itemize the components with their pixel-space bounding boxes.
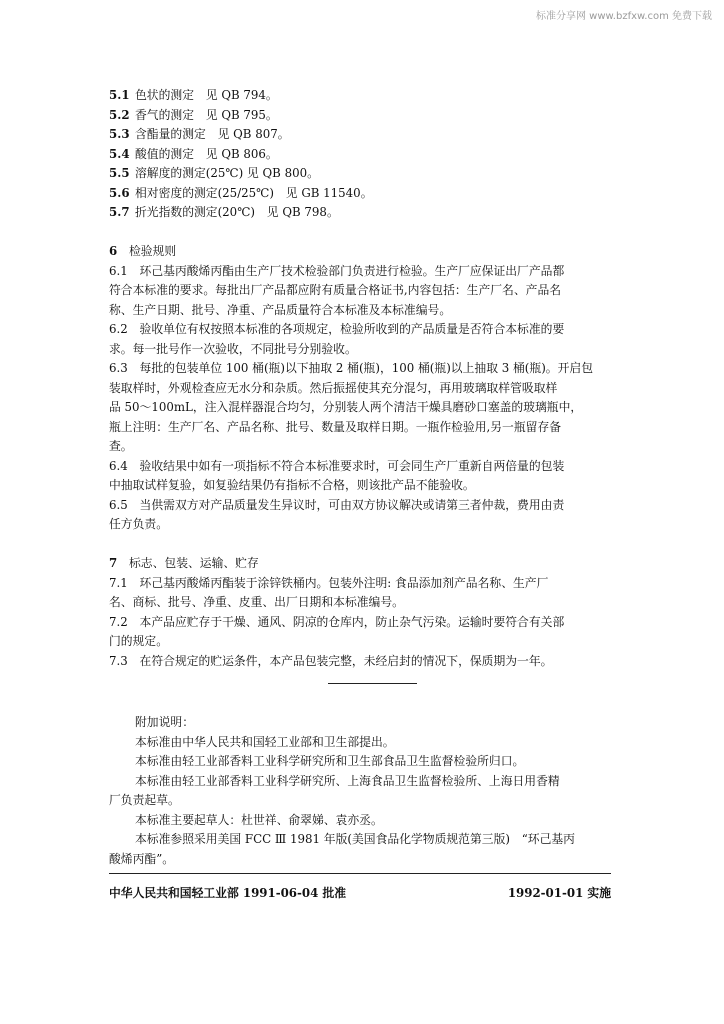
section-7-heading: 7 标志、包装、运输、贮存: [109, 556, 259, 570]
document-body: [109, 86, 606, 671]
para-6-3: 品 50～100mL，注入混样器混合均匀，分别装人两个清洁干燥具磨砂口塞盖的玻璃瓶中，: [109, 400, 583, 414]
para-6-1: 称、生产日期、批号、净重、产品质量符合本标准及本标准编号。: [109, 302, 452, 317]
approval-date: 中华人民共和国轻工业部 1991-06-04 批准: [109, 886, 347, 900]
note-line: 本标准由中华人民共和国轻工业部和卫生部提出。: [135, 734, 395, 749]
method-item: 5.5 溶解度的测定(25℃) 见 QB 800。: [109, 166, 319, 180]
watermark: 标准分享网 www.bzfxw.com 免费下载: [536, 11, 712, 22]
para-6-3: 查。: [109, 439, 133, 453]
para-7-3: 7.3 在符合规定的贮运条件，本产品包装完整，未经启封的情况下，保质期为一年。: [109, 653, 553, 668]
para-6-5: 任方负责。: [109, 517, 168, 531]
method-item: 5.4 酸值的测定 见 QB 806。: [109, 146, 278, 161]
method-item: 5.2 香气的测定 见 QB 795。: [109, 107, 278, 122]
note-line-wrap: 厂负责起草。: [109, 793, 180, 807]
para-6-5: 6.5 当供需双方对产品质量发生异议时，可由双方协议解决或请第三者仲裁，费用由责: [109, 497, 565, 512]
para-7-2: 门的规定。: [109, 634, 168, 648]
para-6-1: 符合本标准的要求。每批出厂产品都应附有质量合格证书,内容包括：生产厂名、产品名: [109, 283, 562, 297]
note-line: 本标准由轻工业部香料工业科学研究所和卫生部食品卫生监督检验所归口。: [135, 754, 525, 768]
section-6-heading: 6 检验规则: [109, 244, 177, 258]
method-item: 5.3 含酯量的测定 见 QB 807。: [109, 127, 290, 141]
para-7-2: 7.2 本产品应贮存于干燥、通风、阴凉的仓库内，防止杂气污染。运输时要符合有关部: [109, 614, 565, 629]
method-item: 5.7 折光指数的测定(20℃) 见 QB 798。: [109, 205, 339, 219]
para-6-4: 6.4 验收结果中如有一项指标不符合本标准要求时，可会同生产厂重新自两倍量的包装: [109, 458, 565, 473]
para-6-2: 6.2 验收单位有权按照本标准的各项规定，检验所收到的产品质量是否符合本标准的要: [109, 322, 565, 336]
footer: [109, 884, 611, 902]
footer-rule: [109, 873, 611, 874]
para-6-4: 中抽取试样复验，如复验结果仍有指标不合格，则该批产品不能验收。: [109, 478, 475, 492]
para-7-1: 7.1 环己基丙酸烯丙酯装于涂锌铁桶内。包装外注明: 食品添加剂产品名称、生产厂: [109, 575, 549, 590]
para-6-1: 6.1 环己基丙酸烯丙酯由生产厂技术检验部门负责进行检验。生产厂应保证出厂产品都: [109, 263, 565, 278]
para-6-3: 6.3 每批的包装单位 100 桶(瓶)以下抽取 2 桶(瓶)，100 桶(瓶)以上抽取 3 桶(瓶)。开启包: [109, 361, 593, 375]
para-6-3: 装取样时，外观检查应无水分和杂质。然后振摇使其充分混匀，再用玻璃取样管吸取样: [109, 380, 558, 395]
notes-heading: 附加说明：: [135, 715, 194, 729]
section-divider: [328, 683, 417, 684]
para-6-2: 求。每一批号作一次验收，不同批号分别验收。: [109, 341, 357, 356]
note-line: 本标准参照采用美国 FCC Ⅲ 1981 年版(美国食品化学物质规范第三版) “环己基丙: [135, 832, 575, 846]
additional-notes: [109, 713, 606, 869]
note-line: 本标准主要起草人：杜世祥、俞翠娣、袁亦丞。: [135, 812, 383, 827]
para-6-3: 瓶上注明：生产厂名、产品名称、批号、数量及取样日期。一瓶作检验用,另一瓶留存备: [109, 419, 562, 434]
method-item: 5.6 相对密度的测定(25/25℃) 见 GB 11540。: [109, 185, 373, 200]
note-line-wrap: 酸烯丙酯”。: [109, 851, 175, 866]
note-line: 本标准由轻工业部香料工业科学研究所、上海食品卫生监督检验所、上海日用香精: [135, 773, 560, 788]
method-item: 5.1 色状的测定 见 QB 794。: [109, 88, 278, 102]
implementation-date: 1992-01-01 实施: [507, 886, 611, 900]
para-7-1: 名、商标、批号、净重、皮重、出厂日期和本标准编号。: [109, 595, 404, 609]
